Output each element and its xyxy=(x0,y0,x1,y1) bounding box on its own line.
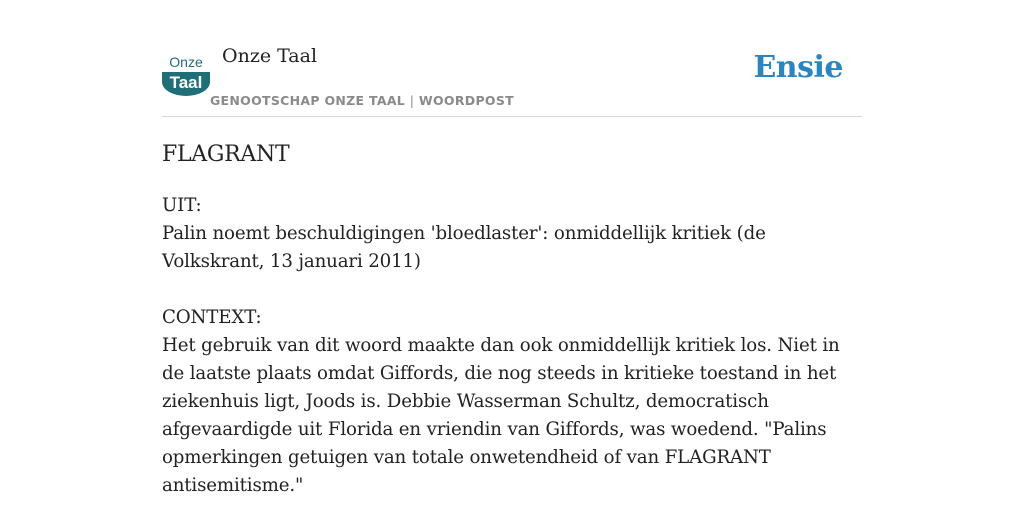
paragraph-gap xyxy=(162,276,867,304)
header xyxy=(162,40,862,117)
brand-subtitle xyxy=(210,93,514,108)
onze-taal-logo[interactable] xyxy=(162,52,210,96)
subtitle-section[interactable]: WOORDPOST xyxy=(418,93,514,108)
entry-content xyxy=(162,140,867,500)
ensie-logo[interactable]: Ensie xyxy=(753,50,843,85)
source-text: Palin noemt beschuldigingen 'bloedlaster': onmiddellijk kritiek (de Volkskrant, 13 januari 2011) xyxy=(162,223,766,272)
subtitle-separator: | xyxy=(409,93,415,108)
context-label: CONTEXT: xyxy=(162,307,262,328)
context-text: Het gebruik van dit woord maakte dan ook onmiddellijk kritiek los. Niet in de laatste plaats omdat Giffords, die nog steeds in kritieke toestand in het ziekenhuis ligt, Joods is. Debbie Wasserman Schultz, democratisch afgevaardigde uit Florida en vriendin van Giffords, was woedend. "Palins opmerkingen getuigen van totale onwetendheid of van FLAGRANT antisemitisme." xyxy=(162,335,840,496)
source-label: UIT: xyxy=(162,195,202,216)
logo-text-top: Onze xyxy=(169,54,203,70)
entry-body xyxy=(162,192,867,500)
subtitle-organisation[interactable]: GENOOTSCHAP ONZE TAAL xyxy=(210,93,406,108)
logo-text-bottom: Taal xyxy=(169,73,203,92)
entry-title: FLAGRANT xyxy=(162,142,290,167)
brand-name[interactable]: Onze Taal xyxy=(222,45,318,67)
